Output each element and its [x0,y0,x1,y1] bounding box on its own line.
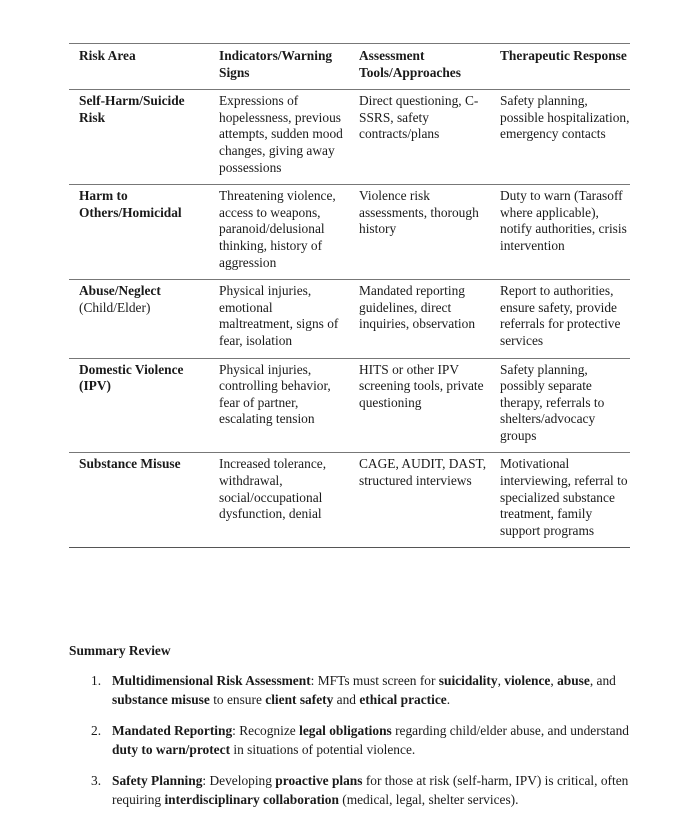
summary-item-run: for those at risk (self-harm, IPV) is critical, often requiring [112,773,629,807]
indicators-cell: Expressions of hopelessness, previous attempts, sudden mood changes, giving away possessions [219,93,343,175]
summary-item-emphasis: duty to warn/protect [112,741,231,757]
header-indicators: Indicators/Warning Signs [219,48,333,80]
table-row [69,280,630,358]
risk-area-cell: Self-Harm/Suicide Risk [79,93,185,125]
tools-cell: Direct questioning, C-SSRS, safety contracts/plans [359,93,479,142]
summary-item-emphasis: client safety [265,691,334,707]
tools-cell: HITS or other IPV screening tools, private questioning [359,361,484,410]
summary-item-run: regarding child/elder abuse, and understand [391,723,629,738]
tools-cell: Mandated reporting guidelines, direct inquiries, observation [359,283,476,332]
summary-item-number: 3. [91,773,102,788]
summary-item-run: to ensure [209,691,266,707]
summary-item [69,672,639,709]
summary-item-emphasis: abuse [557,673,590,688]
risk-area-label: Abuse/Neglect [79,283,161,299]
header-assessment-tools: Assessment Tools/Approaches [359,48,461,80]
table-row [69,90,630,185]
risk-area-cell: Substance Misuse [79,456,181,472]
summary-item-run: : Recognize [232,723,300,738]
summary-item-emphasis: suicidality [438,673,498,688]
indicators-cell: Physical injuries, controlling behavior, fear of partner, escalating tension [219,361,331,427]
table-header-row [69,44,630,90]
summary-item-emphasis: legal obligations [299,723,392,738]
summary-item-emphasis: Safety Planning [112,773,203,788]
summary-item-run: (medical, legal, shelter services). [338,791,519,807]
summary-title: Summary Review [69,643,171,658]
indicators-cell: Increased tolerance, withdrawal, social/occupational dysfunction, denial [219,456,327,522]
summary-item-emphasis: interdisciplinary collaboration [164,791,339,807]
summary-list [69,672,639,822]
tools-cell: Violence risk assessments, thorough history [359,188,479,237]
response-cell: Motivational interviewing, referral to specialized substance treatment, family support programs [500,456,628,538]
response-cell: Safety planning, possible hospitalization, emergency contacts [500,93,630,142]
summary-item-number: 1. [91,673,102,688]
summary-item [69,772,639,809]
summary-item-run: and [333,691,360,707]
summary-item-text [112,773,628,807]
response-cell: Duty to warn (Tarasoff where applicable), notify authorities, crisis intervention [500,188,627,253]
summary-item-run: : Developing [202,773,276,788]
summary-item-run: . [446,691,451,707]
risk-assessment-table [69,43,630,548]
header-risk-area: Risk Area [79,48,136,63]
risk-area-cell [69,280,209,358]
summary-item-emphasis: Mandated Reporting [112,723,233,738]
summary-item-emphasis: ethical practice [359,691,447,707]
summary-item-run: , [497,673,505,688]
summary-item-number: 2. [91,723,102,738]
table-row [69,185,630,280]
table-row [69,358,630,453]
summary-item-run: , and [589,673,616,688]
response-cell: Report to authorities, ensure safety, provide referrals for protective services [500,283,621,348]
summary-item-text [112,723,629,757]
risk-area-cell: Harm to Others/Homicidal [79,188,182,220]
summary-item-emphasis: proactive plans [275,773,363,788]
summary-item [69,722,639,759]
response-cell: Safety planning, possibly separate therapy, referrals to shelters/advocacy groups [500,361,605,443]
header-therapeutic-response: Therapeutic Response [500,48,627,63]
summary-item-emphasis: substance misuse [112,691,210,707]
indicators-cell: Physical injuries, emotional maltreatment, signs of fear, isolation [219,283,339,348]
risk-area-sublabel: (Child/Elder) [79,299,151,315]
risk-area-cell: Domestic Violence (IPV) [79,361,184,394]
summary-item-run: in situations of potential violence. [230,741,416,757]
tools-cell: CAGE, AUDIT, DAST, structured interviews [359,456,487,489]
summary-item-emphasis: violence [504,673,551,688]
summary-item-run: , [550,673,558,688]
summary-item-emphasis: Multidimensional Risk Assessment [112,673,311,688]
table-row [69,453,630,548]
summary-item-run: : MFTs must screen for [310,673,439,688]
indicators-cell: Threatening violence, access to weapons, paranoid/delusional thinking, history of aggression [219,188,336,270]
summary-item-text [112,673,616,707]
